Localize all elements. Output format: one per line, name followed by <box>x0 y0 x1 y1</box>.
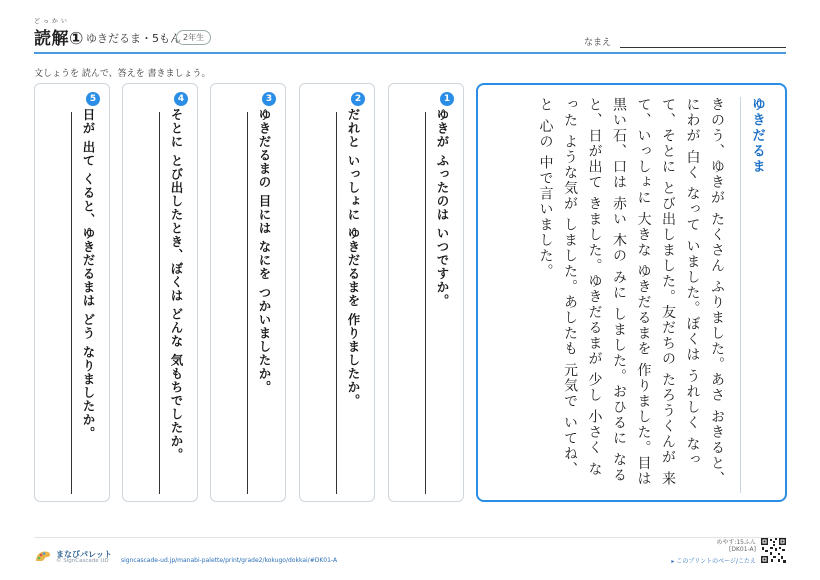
answer-line[interactable] <box>159 112 160 494</box>
header-divider <box>34 52 786 54</box>
title-furigana: どっかい <box>34 18 70 25</box>
answer-line[interactable] <box>247 112 248 494</box>
instruction-text: 文しょうを 読んで、答えを 書きましょう。 <box>34 69 211 79</box>
story-text: きのう、ゆきが たくさん ふりました。あさ おきると、にわが 白く なって いました。ぼくは うれしく なって、そとに とび出しました。友だちの たろうくんが 来て、いっしょに 大きな ゆきだるまを 作りました。目は 黒い石、口は 赤い 木の みに しました。おひるに なると、日が出て きました。ゆきだるまが 少し 小さく なった ような気が しました。あしたも 元気で いてね、と 心の 中で言いました。 <box>537 97 725 487</box>
question-card-1 <box>388 83 464 502</box>
question-card-3 <box>210 83 286 502</box>
question-card-2 <box>299 83 375 502</box>
question-text: 日が 出て くると、ゆきだるまは どう なりましたか。 <box>81 108 96 440</box>
footer-time-estimate: めやす:15ふん <box>716 539 756 546</box>
story-panel <box>476 83 787 502</box>
qr-code-icon[interactable] <box>761 538 786 563</box>
question-number-badge: 5 <box>86 92 100 106</box>
question-number-badge: 1 <box>440 92 454 106</box>
question-number-badge: 3 <box>262 92 276 106</box>
footer-sheet-code: [DK01-A] <box>728 546 756 553</box>
question-text: だれと いっしょに ゆきだるまを 作りましたか。 <box>346 108 361 408</box>
name-label: なまえ <box>584 38 612 48</box>
grade-badge: 2年生 <box>176 30 211 45</box>
answer-line[interactable] <box>71 112 72 494</box>
question-number-badge: 4 <box>174 92 188 106</box>
footer-answer-link[interactable]: ▸ このプリントのページ/こたえ <box>671 558 756 565</box>
story-title: ゆきだるま <box>749 97 765 175</box>
question-card-5 <box>34 83 110 502</box>
footer-url-link[interactable]: signcascade-ud.jp/manabi-palette/print/grade2/kokugo/dokkai/#DK01-A <box>121 557 338 564</box>
question-text: そとに とび出したとき、ぼくは どんな 気もちでしたか。 <box>169 108 184 462</box>
answer-line[interactable] <box>336 112 337 494</box>
footer-brand: まなびパレット <box>56 550 112 559</box>
name-write-line[interactable] <box>620 47 786 48</box>
page-subtitle: ゆきだるま・5もん <box>86 32 181 45</box>
palette-logo-icon <box>34 549 52 563</box>
question-number-badge: 2 <box>351 92 365 106</box>
question-text: ゆきが ふったのは いつですか。 <box>435 108 450 308</box>
question-text: ゆきだるまの 目には なにを つかいましたか。 <box>257 108 272 395</box>
page-title: 読解① <box>34 29 84 49</box>
answer-line[interactable] <box>425 112 426 494</box>
story-title-divider <box>740 97 741 493</box>
footer-copyright: © SignCascade UD <box>56 558 109 564</box>
footer-divider <box>34 537 786 538</box>
question-card-4 <box>122 83 198 502</box>
